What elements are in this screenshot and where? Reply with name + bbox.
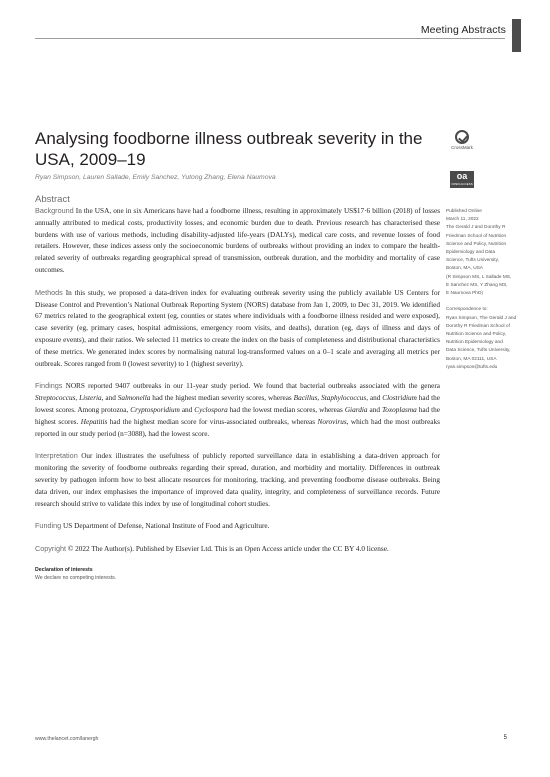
pathogen-name: Norovirus (317, 417, 347, 426)
copyright-text: © 2022 The Author(s). Published by Elsevier Ltd. This is an Open Access article under the CC BY 4.0 license. (67, 545, 389, 554)
affiliation-line: E Naumova PhD) (446, 291, 483, 297)
findings-segment: had the lowest median scores, whereas (227, 405, 345, 414)
affiliation-line: Epidemiology and Data (446, 250, 496, 256)
pathogen-name: Bacillus (293, 394, 318, 403)
interpretation-paragraph (35, 450, 440, 510)
crossmark-badge[interactable] (448, 130, 476, 150)
findings-segment: NORS reported 9407 outbreaks in our 11-year study period. We found that bacterial outbreaks associated with the genera (65, 382, 440, 391)
correspondence-line: Nutrition Science and Policy, (446, 332, 507, 338)
journal-edge-tab (512, 19, 521, 52)
page-number: 5 (503, 735, 507, 741)
correspondence-line: Correspondence to: (446, 307, 488, 313)
correspondence-line: Boston, MA 02111, USA (446, 356, 497, 362)
affiliation-line: Science and Policy, Nutrition (446, 241, 507, 247)
findings-segment: and (179, 405, 195, 414)
author-list: Ryan Simpson, Lauren Sallade, Emily Sanchez, Yutong Zhang, Elena Naumova (35, 174, 276, 181)
declaration-heading: Declaration of interests (35, 566, 93, 573)
interpretation-text: Our index illustrates the usefulness of publicly reported surveillance data in establishing a data-driven approach for monitoring the severity of foodborne outbreaks regarding their spread, duration, and morbidity and mortality. Differences in outbreak severity by pathogen inform how to best allocate resources for monitoring, tracking, and preventing foodborne disease outbreaks. Being data driven, our index emphasises the importance of improved data quality, integrity, and completeness of surveillance records. Future research should strive to validate this index by use of longitudinal cohort studies. (35, 452, 441, 508)
affiliation-block (446, 224, 526, 298)
affiliation-line: Science, Tufts University, (446, 258, 499, 264)
findings-segment: , (317, 394, 322, 403)
interpretation-label: Interpretation (35, 451, 78, 461)
affiliation-line: Friedman School of Nutrition (446, 233, 507, 239)
correspondence-line: Dorothy R Friedman School of (446, 323, 510, 329)
findings-segment: had the highest median severity scores, whereas (150, 394, 294, 403)
findings-segment: had the highest median score for virus-associated outbreaks, whereas (107, 417, 318, 426)
pathogen-name: Staphylococcus (321, 394, 367, 403)
findings-segment: , (75, 394, 80, 403)
findings-segment: , and (366, 394, 383, 403)
findings-segment: had the lowest scores. Among protozoa, (35, 394, 441, 414)
crossmark-label: CrossMark (451, 145, 473, 150)
open-access-icon: oa (456, 171, 468, 181)
findings-segment: had the highest scores. (35, 405, 440, 426)
article-title: Analysing foodborne illness outbreak severity in the USA, 2009–19 (35, 129, 423, 169)
correspondence-line: Nutrition Epidemiology and (446, 340, 503, 346)
open-access-sub-label: OPEN ACCESS (451, 182, 473, 186)
pathogen-name: Cryptosporidium (130, 405, 180, 414)
funding-label: Funding (35, 521, 62, 531)
crossmark-icon (455, 130, 469, 144)
pathogen-name: Cyclospora (194, 405, 228, 414)
methods-text: In this study, we proposed a data-driven index for evaluating outbreak severity using the publicly available US Centers for Disease Control and Prevention’s National Outbreak Reporting System (NORS) database from Jan 1, 2009, to Dec 31, 2019. We identified 67 metrics related to the geographical extent (eg, counties or states where individuals with a foodborne illness resided and were exposed), case severity (eg, primary cases, hospital admissions, emergency room visits, and deaths), duration (eg, days of illness and days of exposure events), and their ratios. We selected 11 metrics to create the index on the basis of completeness and distributional characteristics of these metrics. We generated index scores by normalising natural log-transformed values on a 0–1 scale and averaging all metrics per outbreak. Scores ranged from 0 (lowest severity) to 1 (highest severity). (35, 288, 440, 368)
funding-text: US Department of Defense, National Institute of Food and Agriculture. (63, 522, 270, 531)
abstract-body (35, 205, 440, 582)
correspondence-block (446, 306, 526, 372)
open-access-badge (450, 171, 474, 188)
findings-text (35, 382, 440, 437)
background-text: In the USA, one in six Americans have had a foodborne illness, resulting in approximately US$17·6 billion (2018) of losses annually attributed to medical costs, productivity losses, and economic burden due to death. Previous research has characterised these burdens with use of various methods, including disability-adjusted life-years (DALYs), medical care costs, and revenue losses of food retailers. However, these indices assess only the socioeconomic burdens of outbreaks without providing an index to compare the health-related severity of outbreaks regarding geographical spread of transmission, outbreak duration, and the morbidity and mortality of case outcomes. (35, 207, 441, 274)
methods-label: Methods (35, 287, 63, 297)
affiliation-line: The Gerald J and Dorothy R (446, 225, 506, 231)
background-label: Background (35, 206, 74, 215)
affiliation-line: Boston, MA, USA (446, 266, 483, 272)
findings-paragraph (35, 380, 440, 440)
pathogen-name: Toxoplasma (381, 405, 417, 414)
funding-paragraph (35, 520, 440, 533)
pathogen-name: Giardia (344, 405, 368, 414)
footer-url[interactable]: www.thelancet.com/lanergh (35, 736, 99, 742)
abstract-heading: Abstract (35, 194, 70, 205)
affiliation-line: E Sanchez MS, Y Zhang MS, (446, 282, 508, 288)
correspondence-line: Data Science, Tufts University, (446, 348, 511, 354)
methods-paragraph (35, 287, 440, 371)
article-sidebar (446, 208, 526, 372)
correspondence-line: Ryan Simpson, The Gerald J and (446, 315, 517, 321)
declaration-text: We declare no competing interests. (35, 574, 117, 581)
sidebar-spacer (446, 298, 526, 306)
pathogen-name: Streptococcus (35, 394, 76, 403)
pathogen-name: Listeria (79, 394, 102, 403)
header-rule (35, 38, 505, 39)
correspondence-line[interactable]: ryan.simpson@tufts.edu (446, 364, 498, 370)
affiliation-line: (R Simpson MS, L Sallade MS, (446, 274, 512, 280)
findings-segment: , and (101, 394, 118, 403)
background-paragraph (35, 205, 440, 277)
copyright-label: Copyright (35, 544, 67, 554)
section-label: Meeting Abstracts (420, 24, 506, 36)
pathogen-name: Clostridium (382, 394, 417, 403)
pathogen-name: Salmonella (117, 394, 151, 403)
findings-segment: and (367, 405, 382, 414)
published-date: March 11, 2022 (446, 217, 479, 223)
findings-label: Findings (35, 381, 63, 391)
copyright-paragraph (35, 543, 440, 556)
pathogen-name: Hepatitis (80, 417, 108, 426)
findings-segment: , which had the most outbreaks reported in our study period (n=3088), had the lowest score. (35, 417, 440, 438)
published-online-label: Published Online (446, 209, 482, 214)
